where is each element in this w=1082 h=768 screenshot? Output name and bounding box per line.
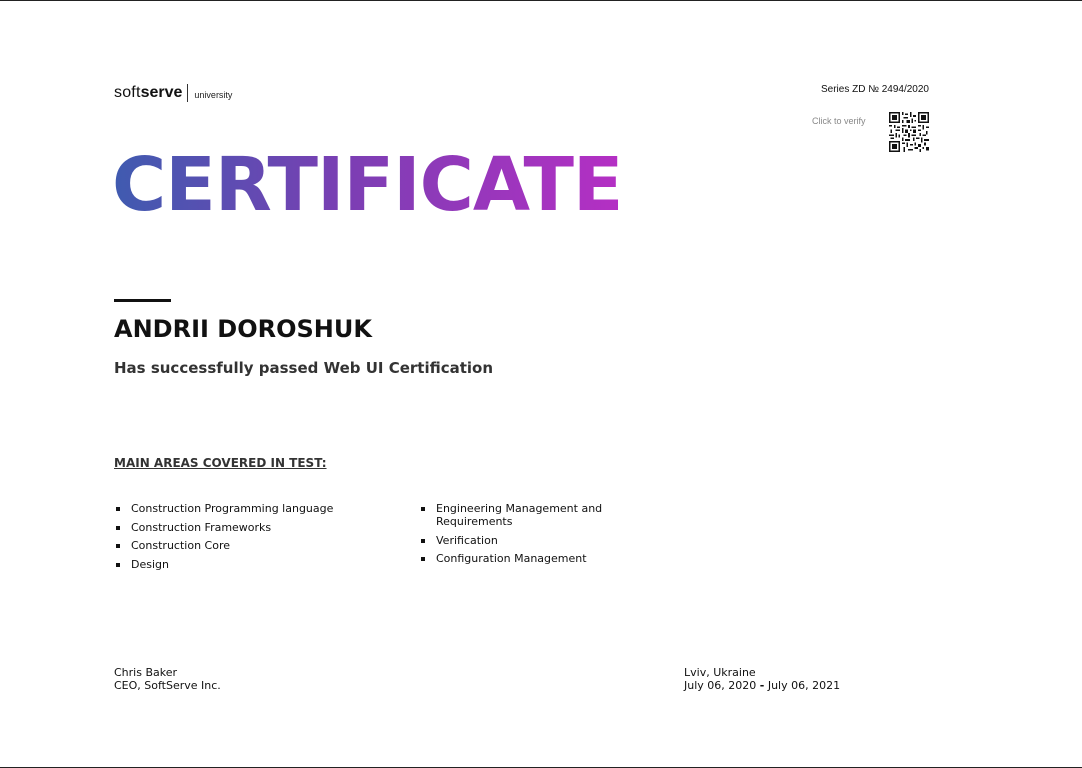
list-item: Configuration Management <box>419 552 619 565</box>
qr-code-icon[interactable] <box>889 112 929 152</box>
validity-dates <box>684 679 840 692</box>
location-date-block <box>684 666 840 692</box>
logo-divider <box>187 84 188 102</box>
signature-block <box>114 666 221 692</box>
list-item: Verification <box>419 534 619 547</box>
list-item: Engineering Management and Requirements <box>419 502 619 528</box>
areas-list-left <box>114 502 394 576</box>
title-divider <box>114 299 171 302</box>
logo-soft-text: soft <box>114 84 141 101</box>
softserve-university-logo <box>114 83 232 103</box>
date-from: July 06, 2020 <box>684 679 757 692</box>
list-item: Construction Core <box>114 539 394 552</box>
certificate-title: CERTIFICATE <box>112 142 623 228</box>
date-to: July 06, 2021 <box>767 679 841 692</box>
recipient-name: ANDRII DOROSHUK <box>114 315 372 343</box>
date-separator: - <box>759 679 765 692</box>
certification-statement: Has successfully passed Web UI Certification <box>114 359 494 377</box>
list-item: Construction Programming language <box>114 502 394 515</box>
list-item: Construction Frameworks <box>114 521 394 534</box>
list-item: Design <box>114 558 394 571</box>
areas-list-right <box>419 502 619 571</box>
verify-link[interactable]: Click to verify <box>812 116 866 126</box>
location: Lviv, Ukraine <box>684 666 756 679</box>
series-number: Series ZD № 2494/2020 <box>820 84 929 95</box>
logo-serve-text: serve <box>140 84 183 101</box>
areas-heading: MAIN AREAS COVERED IN TEST: <box>114 456 327 470</box>
signer-title: CEO, SoftServe Inc. <box>114 679 221 692</box>
signer-name: Chris Baker <box>114 666 178 679</box>
logo-suffix: university <box>194 89 233 100</box>
